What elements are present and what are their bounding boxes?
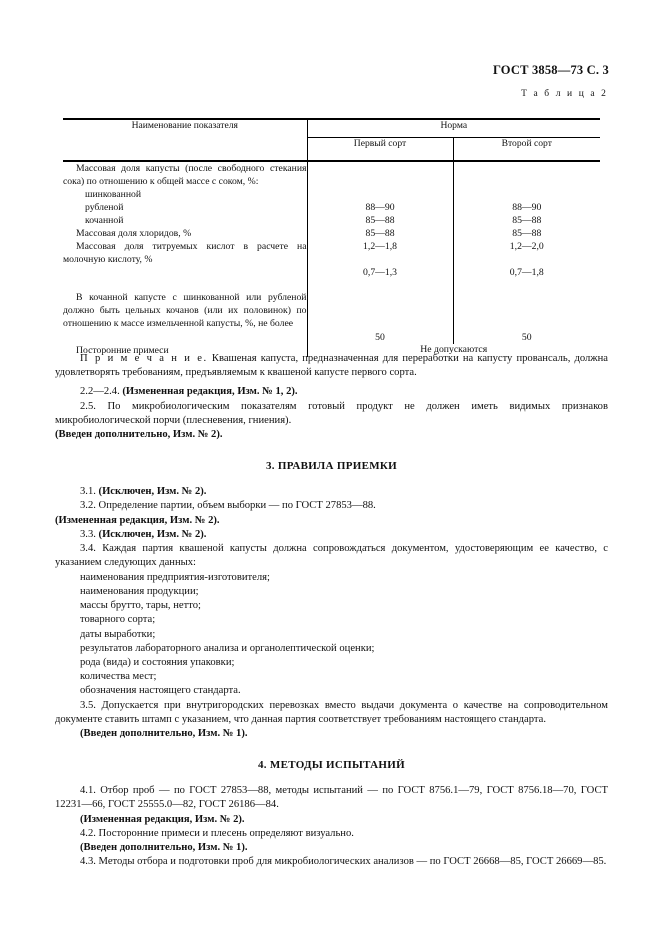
clause-4-1-note: (Измененная редакция, Изм. № 2).: [80, 813, 245, 825]
row-values-first-grade: [307, 161, 453, 279]
column-header-second-grade: Второй сорт: [453, 138, 600, 161]
spacer: [55, 773, 608, 784]
clause-3-1-num: 3.1.: [80, 486, 96, 498]
list-item: даты выработки;: [80, 628, 156, 640]
clause-2-5-text: По микробиологическим показателям готовый продукт не должен иметь видимых признаков микробиологической порчи (плесневения, гниения).: [55, 400, 608, 426]
value-chopped-second: 85—88: [512, 215, 542, 226]
clause-3-5-note: (Введен дополнительно, Изм. № 1).: [80, 728, 248, 740]
list-item: рода (вида) и состояния упаковки;: [80, 657, 235, 668]
clause-2-2-2-4-num: 2.2—2.4.: [80, 386, 120, 398]
value-whole-head-first: 85—88: [365, 228, 395, 239]
clause-3-1: [55, 485, 608, 499]
row-spacer: [63, 279, 307, 291]
row-value-whole-heads-first-cell: [307, 279, 453, 344]
table-caption: Т а б л и ц а 2: [521, 89, 608, 99]
note-paragraph: [55, 352, 608, 380]
value-chopped-first: 85—88: [365, 215, 395, 226]
row-label-whole-head: кочанной: [85, 215, 124, 226]
table-row: [63, 279, 600, 344]
spacer: [55, 474, 608, 485]
norms-table-wrap: [63, 118, 600, 357]
clause-4-1: 4.1. Отбор проб — по ГОСТ 27853—88, методы испытаний — по ГОСТ 8756.1—79, ГОСТ 8756.18—70, ГОСТ 12231—66, ГОСТ 25555.0—82, ГОСТ 26186—84.: [55, 785, 608, 811]
value-whole-heads-first: 50: [375, 332, 385, 343]
clause-4-2: 4.2. Посторонние примеси и плесень определяют визуально.: [80, 827, 354, 839]
row-group-mass-fraction-cabbage: [63, 161, 307, 279]
clause-3-1-note: (Исключен, Изм. № 2).: [95, 486, 207, 498]
value-chlorides-first: 1,2—1,8: [363, 241, 397, 252]
value-acids-second: 0,7—1,8: [509, 267, 544, 278]
spacer: [55, 741, 608, 758]
row-label-chlorides: Массовая доля хлоридов, %: [76, 228, 192, 239]
clause-2-2-2-4-note: (Измененная редакция, Изм. № 1, 2).: [119, 386, 298, 398]
list-item: наименования предприятия-изготовителя;: [80, 571, 270, 583]
clause-3-3-num: 3.3.: [80, 528, 96, 540]
document-body: [55, 352, 608, 870]
clause-3-2: 3.2. Определение партии, объем выборки — по ГОСТ 27853—88.: [80, 500, 376, 512]
list-item: товарного сорта;: [80, 614, 156, 626]
clause-3-3-note: (Исключен, Изм. № 2).: [95, 528, 207, 540]
clause-3-4: 3.4. Каждая партия квашеной капусты должна сопровождаться документом, удостоверяющим ее качество, с указанием следующих данных:: [55, 543, 608, 569]
row-label-whole-heads-limit-cell: [63, 279, 307, 344]
row-value-foreign-matter: Не допускаются: [420, 344, 488, 355]
table-row: [63, 161, 600, 279]
column-header-first-grade: Первый сорт: [307, 138, 453, 161]
row-label-chopped: рубленой: [85, 202, 124, 213]
value-acids-first: 0,7—1,3: [363, 267, 397, 278]
list-item: обозначения настоящего стандарта.: [80, 685, 241, 697]
list-item: количества мест;: [80, 671, 157, 683]
spacer: [55, 442, 608, 459]
clause-2-2-2-4: [55, 385, 608, 399]
clause-4-2-note: (Введен дополнительно, Изм. № 1).: [80, 842, 248, 854]
row-label-titratable-acids: Массовая доля титруемых кислот в расчете на молочную кислоту, %: [63, 241, 307, 265]
clause-3-2-note: (Измененная редакция, Изм. № 2).: [55, 514, 220, 526]
value-whole-heads-second: 50: [521, 332, 532, 343]
list-item: массы брутто, тары, нетто;: [80, 600, 201, 612]
table-head-row-1: [63, 119, 600, 138]
clause-2-5-num: 2.5.: [80, 400, 96, 412]
row-label-shredded: шинкованной: [85, 189, 142, 200]
value-whole-head-second: 85—88: [512, 228, 542, 239]
value-chlorides-second: 1,2—2,0: [509, 241, 544, 252]
row-label-main: Массовая доля капусты (после свободного стекания сока) по отношению к общей массе с соком, %:: [63, 163, 307, 187]
running-head: ГОСТ 3858—73 С. 3: [492, 63, 609, 77]
clause-3-5: 3.5. Допускается при внутригородских перевозках вместо выдачи документа о качестве на сопроводительном документе ставить штамп с указанием, что данная партия соответствует требованиям настоящего стандарта.: [55, 699, 608, 725]
row-value-whole-heads-second-cell: [453, 279, 600, 344]
clause-2-5: [55, 400, 608, 428]
note-text: Квашеная капуста, предназначенная для переработки на капусту провансаль, должна удовлетворять требованиям, предъявляемым к квашеной капусте первого сорта.: [55, 353, 608, 379]
column-header-norm: Норма: [307, 119, 600, 138]
clause-2-5-note: (Введен дополнительно, Изм. № 2).: [55, 429, 223, 441]
table-body: [63, 161, 600, 357]
row-label-whole-heads-limit: В кочанной капусте с шинкованной или рубленой должно быть цельных кочанов (или их половинок) по отношению к массе измельченной капусты, %, не более: [63, 291, 307, 329]
value-shredded-first: 88—90: [365, 202, 395, 213]
list-item: наименования продукции;: [80, 585, 199, 597]
clause-3-3: [55, 528, 608, 542]
norms-table: [63, 118, 600, 357]
row-values-second-grade: [453, 161, 600, 279]
list-item: результатов лабораторного анализа и органолептической оценки;: [80, 642, 375, 654]
table-head: [63, 119, 600, 161]
value-shredded-second: 88—90: [512, 202, 542, 213]
row-label-foreign-matter: Посторонние примеси: [76, 345, 169, 356]
section-heading-3: 3. ПРАВИЛА ПРИЕМКИ: [265, 460, 398, 473]
clause-4-3: 4.3. Методы отбора и подготовки проб для микробиологических анализов — по ГОСТ 26668—85, ГОСТ 26669—85.: [80, 856, 607, 868]
note-label: П р и м е ч а н и е.: [80, 353, 208, 364]
column-header-indicator-name: Наименование показателя: [63, 119, 307, 161]
section-heading-4: 4. МЕТОДЫ ИСПЫТАНИЙ: [258, 759, 405, 772]
